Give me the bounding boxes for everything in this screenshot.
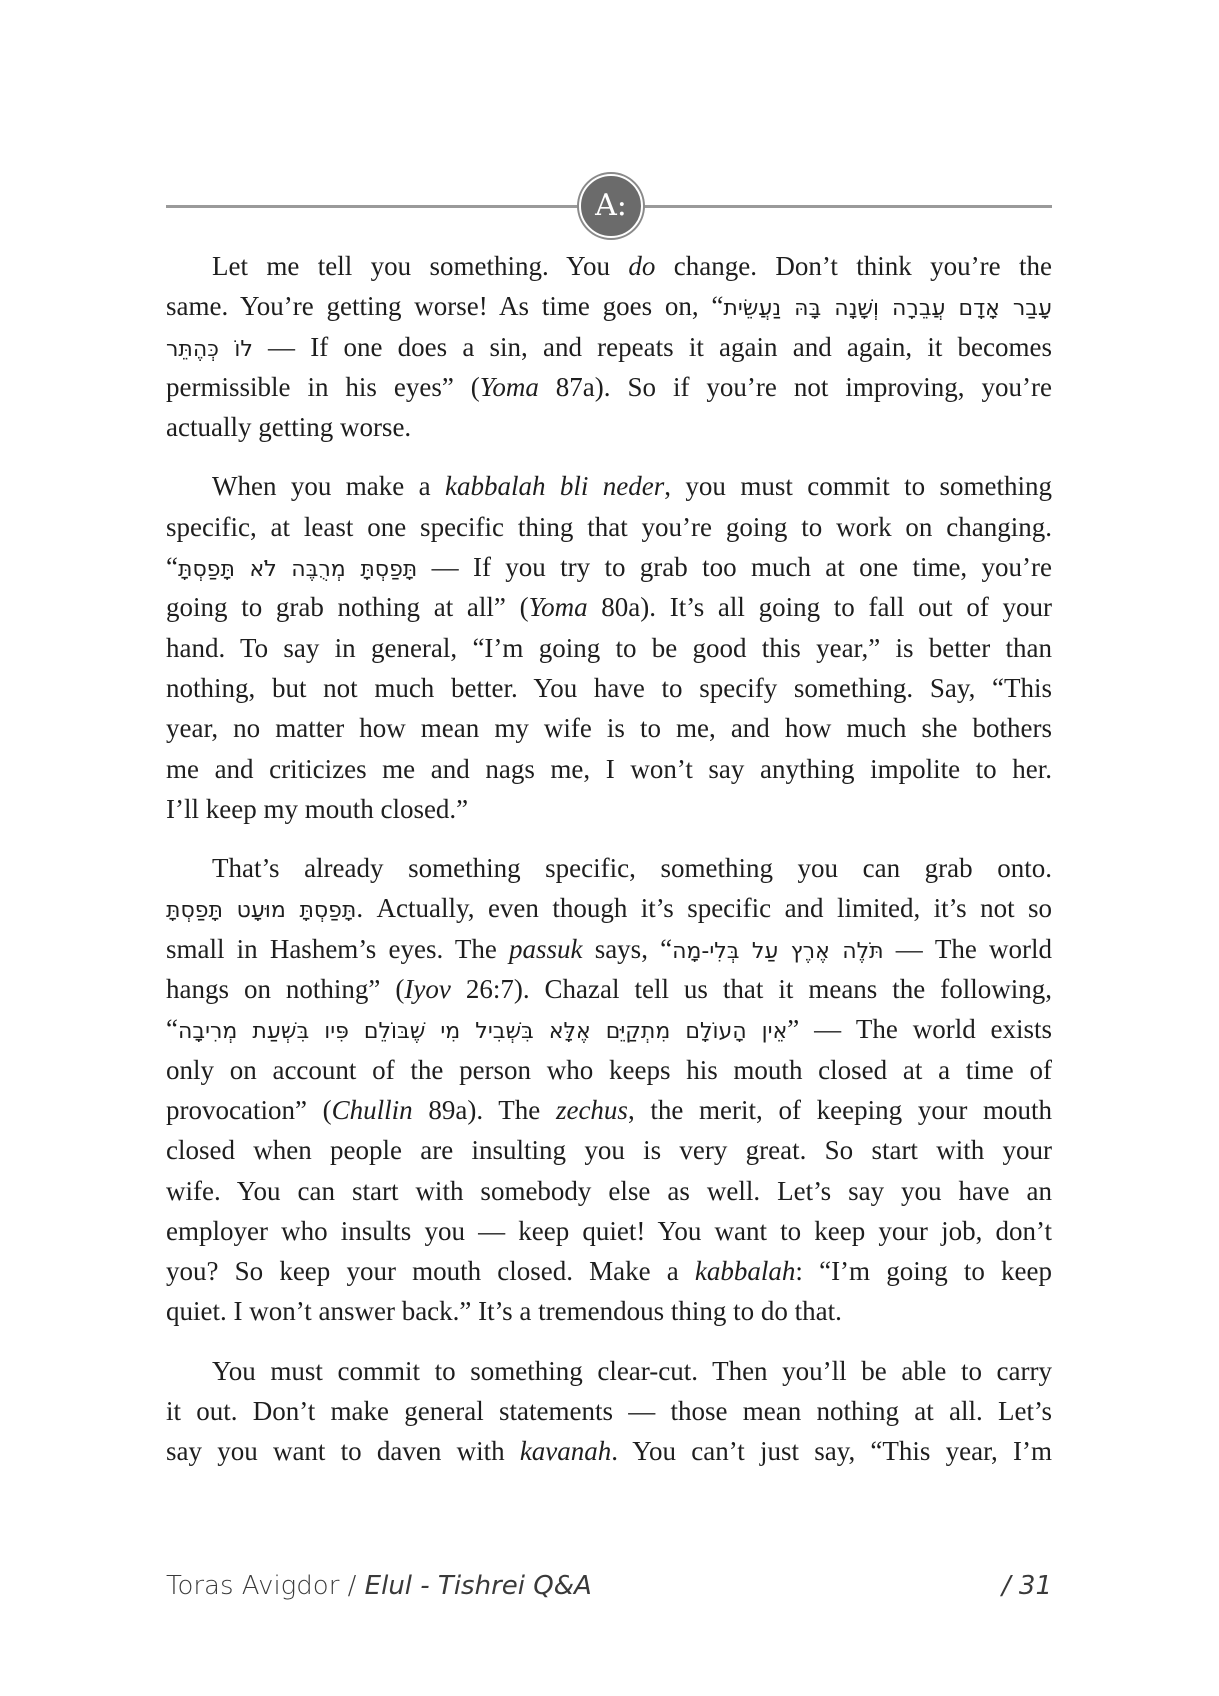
paragraph [166, 246, 1052, 447]
hebrew-quote: לוֹ כְּהֶתֵּר [166, 336, 253, 362]
text-run: You must commit to something clear-cut. Then you’ll be able to carry [212, 1355, 1052, 1386]
text-run: same. You’re getting worse! As time goes on, “ [166, 291, 724, 322]
text-line [166, 1171, 1052, 1211]
answer-badge-icon [579, 174, 643, 238]
text-run: ” — The world exists [787, 1014, 1052, 1045]
running-title [166, 1571, 592, 1601]
paragraph [166, 848, 1052, 1332]
text-run: 80a). It’s all going to fall out of your [587, 592, 1052, 623]
text-line [166, 587, 1052, 627]
text-line [166, 888, 1052, 928]
text-run: provocation” ( [166, 1094, 332, 1125]
italic-term: zechus [555, 1094, 628, 1125]
text-line [166, 466, 1052, 506]
hebrew-quote: עָבַר אָדָם עֲבֵרָה וְשָׁנָה בָּהּ נַעֲשֵׂית [723, 296, 1052, 322]
text-run: small in Hashem’s eyes. The [166, 933, 510, 964]
text-run: wife. You can start with somebody else as well. Let’s say you have an [166, 1175, 1052, 1206]
text-run: “ [166, 1014, 178, 1045]
text-run: Let me tell you something. You [212, 251, 629, 281]
text-run: closed when people are insulting you is very great. So start with your [166, 1135, 1052, 1166]
text-run: 89a). The [412, 1094, 556, 1125]
italic-term: Iyov [404, 974, 451, 1005]
text-run: . You can’t just say, “This year, I’m [611, 1436, 1052, 1467]
hebrew-quote: תָּפַסְתָּ מְרֻבֶּה לֹא תָּפַסְתָּ [177, 557, 418, 583]
text-run: you? So keep your mouth closed. Make a [166, 1256, 695, 1287]
text-line [166, 1009, 1052, 1049]
text-run: only on account of the person who keeps his mouth closed at a time of [166, 1054, 1052, 1085]
badge-label: A: [595, 188, 627, 223]
text-line [166, 507, 1052, 547]
italic-term: kavanah [519, 1436, 612, 1467]
text-run: me and criticizes me and nags me, I won’t say anything impolite to her. [166, 753, 1052, 784]
text-line [166, 286, 1052, 326]
text-line [166, 1251, 1052, 1291]
hebrew-quote: תֹּלֶה אֶרֶץ עַל בְּלִי-מָה [672, 938, 884, 964]
italic-term: passuk [509, 933, 583, 964]
text-run: actually getting worse. [166, 412, 412, 443]
text-line [166, 628, 1052, 668]
text-line [166, 1351, 1052, 1391]
text-run: employer who insults you — keep quiet! You want to keep your job, don’t [166, 1215, 1052, 1246]
text-run: nothing, but not much better. You have to specify something. Say, “This [166, 672, 1052, 703]
text-line [166, 367, 1052, 407]
volume-title: Elul - Tishrei Q&A [364, 1571, 592, 1601]
text-run: 26:7). Chazal tell us that it means the following, [450, 974, 1052, 1005]
text-line [166, 749, 1052, 789]
italic-term: kabbalah [694, 1256, 796, 1287]
italic-term: Yoma [528, 592, 588, 623]
page-number: / 31 [1001, 1571, 1052, 1601]
text-run: , you must commit to something [664, 471, 1052, 502]
text-run: : “I’m going to keep [795, 1256, 1052, 1287]
text-run: year, no matter how mean my wife is to me, and how much she bothers [166, 713, 1052, 744]
text-run: That’s already something specific, something you can grab onto. [212, 853, 1052, 884]
text-run: says, “ [582, 933, 673, 964]
text-run: permissible in his eyes” ( [166, 371, 480, 402]
text-run: I’ll keep my mouth closed.” [166, 793, 469, 824]
text-run: “ [166, 552, 178, 583]
text-line [166, 789, 1052, 829]
text-run: hand. To say in general, “I’m going to be good this year,” is better than [166, 632, 1052, 663]
text-line [166, 1090, 1052, 1130]
text-run: say you want to daven with [166, 1436, 520, 1467]
hebrew-quote: אֵין הָעוֹלָם מִתְקַיֵּם אֶלָּא בִּשְׁבִיל מִי שֶׁבּוֹלֵם פִּיו בִּשְׁעַת מְרִיבָה [177, 1019, 788, 1045]
text-line [166, 929, 1052, 969]
text-line [166, 848, 1052, 888]
text-run: specific, at least one specific thing that you’re going to work on changing. [166, 511, 1052, 542]
text-line [166, 1050, 1052, 1090]
text-line [166, 1391, 1052, 1431]
text-line [166, 407, 1052, 447]
hebrew-quote: תָּפַסְתָּ מוּעָט תָּפַסְתָּ [166, 898, 357, 924]
text-line [166, 1130, 1052, 1170]
text-line [166, 246, 1052, 286]
book-title: Toras Avigdor / [166, 1571, 365, 1601]
body-text [166, 246, 1052, 1491]
text-run: . Actually, even though it’s specific and limited, it’s not so [356, 893, 1052, 924]
text-run: — If you try to grab too much at one time, you’re [417, 552, 1052, 583]
page-footer [166, 1571, 1052, 1611]
text-run: — If one does a sin, and repeats it again and again, it becomes [252, 331, 1052, 362]
text-run: quiet. I won’t answer back.” It’s a tremendous thing to do that. [166, 1296, 842, 1327]
text-run: When you make a [212, 471, 446, 502]
text-run: change. Don’t think you’re the [655, 251, 1052, 281]
paragraph [166, 466, 1052, 829]
italic-term: kabbalah bli neder [445, 471, 665, 502]
text-run: — The world [883, 933, 1052, 964]
text-line [166, 1431, 1052, 1471]
italic-term: do [628, 251, 656, 281]
text-run: , the merit, of keeping your mouth [627, 1094, 1052, 1125]
text-line [166, 668, 1052, 708]
paragraph [166, 1351, 1052, 1472]
text-line [166, 327, 1052, 367]
text-run: hangs on nothing” ( [166, 974, 405, 1005]
text-run: going to grab nothing at all” ( [166, 592, 529, 623]
text-line [166, 969, 1052, 1009]
text-run: 87a). So if you’re not improving, you’re [538, 371, 1052, 402]
italic-term: Yoma [479, 371, 539, 402]
text-run: it out. Don’t make general statements — those mean nothing at all. Let’s [166, 1396, 1052, 1427]
italic-term: Chullin [331, 1094, 413, 1125]
text-line [166, 547, 1052, 587]
text-line [166, 1291, 1052, 1331]
text-line [166, 708, 1052, 748]
text-line [166, 1211, 1052, 1251]
